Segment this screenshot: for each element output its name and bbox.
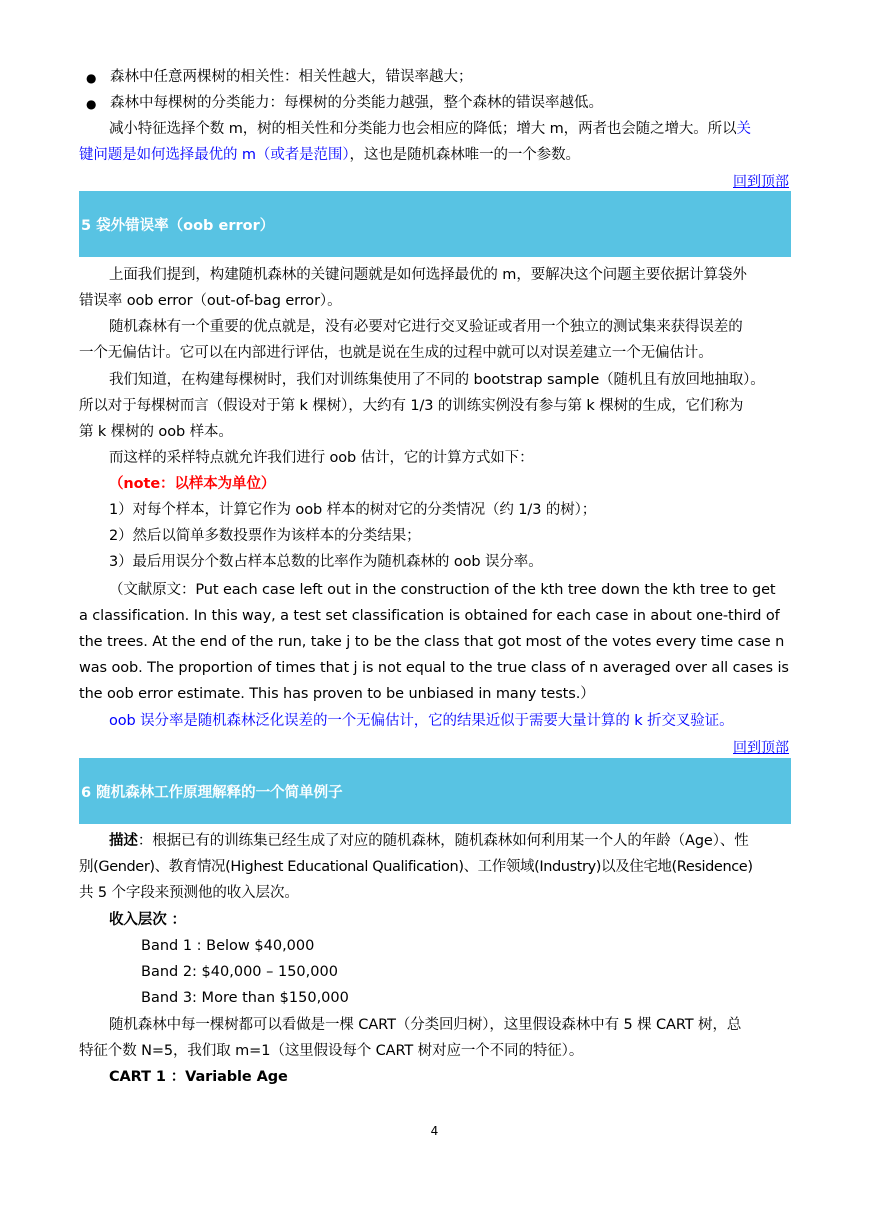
step-item: 2）然后以简单多数投票作为该样本的分类结果； [109, 528, 421, 544]
highlight-text: 关 [736, 121, 751, 137]
paragraph: 随机森林中每一棵树都可以看做是一棵 CART（分类回归树），这里假设森林中有 5 棵 CART 树，总 [109, 1017, 742, 1033]
cart-heading: CART 1 ：Variable Age [109, 1069, 288, 1085]
step-item: 3）最后用误分个数占样本总数的比率作为随机森林的 oob 误分率。 [109, 554, 543, 570]
section-title: 5 袋外错误率（oob error） [81, 217, 275, 234]
paragraph: 错误率 oob error（out-of-bag error）。 [79, 293, 342, 309]
section-title: 6 随机森林工作原理解释的一个简单例子 [81, 784, 343, 801]
quote-line: was oob. The proportion of times that j is not equal to the true class of n averaged over all cases is [79, 660, 789, 676]
income-label: 收入层次 ： [109, 912, 186, 928]
description-label: 描述 [109, 833, 138, 849]
quote-line: the oob error estimate. This has proven to be unbiased in many tests.） [79, 686, 595, 702]
bullet-item: 森林中每棵树的分类能力：每棵树的分类能力越强，整个森林的错误率越低。 [110, 95, 603, 111]
back-to-top-link[interactable]: 回到顶部 [733, 740, 789, 756]
band-item: Band 3: More than $150,000 [141, 990, 349, 1006]
description-line1 [79, 828, 821, 854]
paragraph: 随机森林有一个重要的优点就是，没有必要对它进行交叉验证或者用一个独立的测试集来获得误差的 [109, 319, 743, 335]
section-header-6 [79, 758, 791, 824]
bullet-dot: ● [86, 71, 97, 85]
band-item: Band 2: $40,000 – 150,000 [141, 964, 338, 980]
paragraph: 我们知道，在构建每棵树时，我们对训练集使用了不同的 bootstrap sample（随机且有放回地抽取）。 [109, 372, 765, 388]
text-span: 减小特征选择个数 m，树的相关性和分类能力也会相应的降低；增大 m，两者也会随之增大。所以 [109, 121, 737, 137]
paragraph: 一个无偏估计。它可以在内部进行评估，也就是说在生成的过程中就可以对误差建立一个无偏估计。 [79, 345, 713, 361]
band-item: Band 1 : Below $40,000 [141, 938, 315, 954]
paragraph-m-line2 [79, 142, 791, 168]
quote-line: a classification. In this way, a test set classification is obtained for each case in about one-third of [79, 608, 780, 624]
conclusion-text: oob 误分率是随机森林泛化误差的一个无偏估计，它的结果近似于需要大量计算的 k 折交叉验证。 [109, 713, 734, 729]
paragraph: 共 5 个字段来预测他的收入层次。 [79, 885, 299, 901]
text-span: ，这也是随机森林唯一的一个参数。 [349, 147, 580, 163]
bullet-item: 森林中任意两棵树的相关性：相关性越大，错误率越大； [110, 69, 473, 85]
note-text: （note：以样本为单位） [109, 476, 276, 492]
quote-line: （文献原文：Put each case left out in the construction of the kth tree down the kth tree to get [109, 582, 776, 598]
page-number: 4 [430, 1124, 439, 1138]
paragraph: 别(Gender)、教育情况(Highest Educational Qualification)、工作领域(Industry)以及住宅地(Residence) [79, 859, 753, 875]
back-to-top-link[interactable]: 回到顶部 [733, 174, 789, 190]
step-item: 1）对每个样本，计算它作为 oob 样本的树对它的分类情况（约 1/3 的树）； [109, 502, 597, 518]
paragraph-m-line1 [79, 116, 821, 142]
paragraph: 特征个数 N=5，我们取 m=1（这里假设每个 CART 树对应一个不同的特征）。 [79, 1043, 584, 1059]
bullet-dot: ● [86, 97, 97, 111]
highlight-text: 键问题是如何选择最优的 m（或者是范围） [79, 147, 350, 163]
quote-line: the trees. At the end of the run, take j to be the class that got most of the votes every time case n [79, 634, 785, 650]
paragraph: 而这样的采样特点就允许我们进行 oob 估计，它的计算方式如下： [109, 450, 534, 466]
paragraph: 第 k 棵树的 oob 样本。 [79, 424, 233, 440]
paragraph: 上面我们提到，构建随机森林的关键问题就是如何选择最优的 m，要解决这个问题主要依据计算袋外 [109, 267, 747, 283]
paragraph: 所以对于每棵树而言（假设对于第 k 棵树），大约有 1/3 的训练实例没有参与第 k 棵树的生成，它们称为 [79, 398, 744, 414]
section-header-5 [79, 191, 791, 257]
text-span: ：根据已有的训练集已经生成了对应的随机森林，随机森林如何利用某一个人的年龄（Age）、性 [137, 833, 749, 849]
